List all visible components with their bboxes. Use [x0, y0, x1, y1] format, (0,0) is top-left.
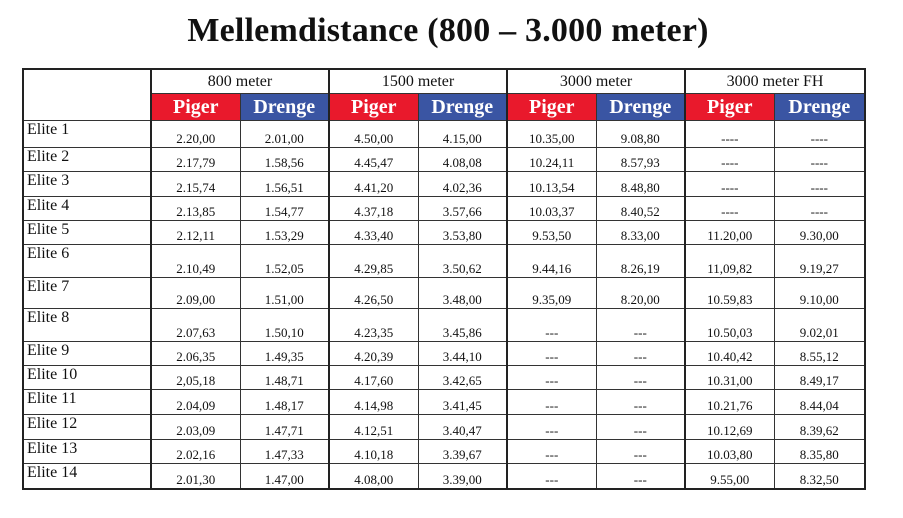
result-cell: 3.50,62 [418, 245, 507, 278]
gender-header-boys: Drenge [418, 94, 507, 121]
gender-header-girls: Piger [685, 94, 774, 121]
gender-header-boys: Drenge [596, 94, 685, 121]
result-cell: --- [507, 440, 596, 464]
table-row [23, 245, 865, 278]
result-cell: 2.01,00 [240, 121, 329, 148]
row-level-label: Elite 7 [23, 278, 151, 309]
result-cell: 8.39,62 [774, 415, 865, 440]
table-row [23, 366, 865, 390]
result-cell: 10.35,00 [507, 121, 596, 148]
result-cell: --- [507, 390, 596, 415]
result-cell: 8.44,04 [774, 390, 865, 415]
result-cell: 2.17,79 [151, 148, 240, 172]
result-cell: 4.12,51 [329, 415, 418, 440]
event-header-800m: 800 meter [151, 69, 329, 94]
result-cell: 9.30,00 [774, 221, 865, 245]
result-cell: --- [596, 440, 685, 464]
row-level-label: Elite 8 [23, 309, 151, 342]
result-cell: 1.56,51 [240, 172, 329, 197]
result-cell: 4.08,08 [418, 148, 507, 172]
table-row [23, 342, 865, 366]
result-cell: 3.53,80 [418, 221, 507, 245]
row-level-label: Elite 14 [23, 464, 151, 489]
result-cell: 8.40,52 [596, 197, 685, 221]
result-cell: 3.57,66 [418, 197, 507, 221]
result-cell: 8.35,80 [774, 440, 865, 464]
result-cell: --- [596, 415, 685, 440]
table-row [23, 309, 865, 342]
result-cell: 1.54,77 [240, 197, 329, 221]
result-cell: --- [596, 390, 685, 415]
result-cell: 9.10,00 [774, 278, 865, 309]
result-cell: 2.09,00 [151, 278, 240, 309]
result-cell: 4.02,36 [418, 172, 507, 197]
result-cell: 8.32,50 [774, 464, 865, 489]
result-cell: 4.29,85 [329, 245, 418, 278]
result-cell: 2.13,85 [151, 197, 240, 221]
results-body [23, 121, 865, 489]
corner-cell [23, 69, 151, 121]
result-cell: 10.31,00 [685, 366, 774, 390]
result-cell: 2.07,63 [151, 309, 240, 342]
result-cell: 3.45,86 [418, 309, 507, 342]
result-cell: --- [507, 366, 596, 390]
result-cell: 2.15,74 [151, 172, 240, 197]
result-cell: ---- [685, 148, 774, 172]
result-cell: 1.47,00 [240, 464, 329, 489]
result-cell: 4.26,50 [329, 278, 418, 309]
result-cell: 4.17,60 [329, 366, 418, 390]
result-cell: 1.48,17 [240, 390, 329, 415]
result-cell: 10.24,11 [507, 148, 596, 172]
row-level-label: Elite 3 [23, 172, 151, 197]
result-cell: --- [507, 309, 596, 342]
result-cell: 3.40,47 [418, 415, 507, 440]
result-cell: 10.13,54 [507, 172, 596, 197]
table-row [23, 121, 865, 148]
result-cell: 3.39,67 [418, 440, 507, 464]
gender-header-girls: Piger [507, 94, 596, 121]
gender-header-boys: Drenge [240, 94, 329, 121]
result-cell: 4.50,00 [329, 121, 418, 148]
result-cell: 10.40,42 [685, 342, 774, 366]
result-cell: 11,09,82 [685, 245, 774, 278]
row-level-label: Elite 5 [23, 221, 151, 245]
result-cell: 1.58,56 [240, 148, 329, 172]
result-cell: 10.03,37 [507, 197, 596, 221]
result-cell: 4.37,18 [329, 197, 418, 221]
table-row [23, 221, 865, 245]
result-cell: --- [596, 464, 685, 489]
result-cell: 4.14,98 [329, 390, 418, 415]
result-cell: 1.50,10 [240, 309, 329, 342]
result-cell: 1.48,71 [240, 366, 329, 390]
event-header-1500m: 1500 meter [329, 69, 507, 94]
result-cell: 9.08,80 [596, 121, 685, 148]
gender-header-girls: Piger [151, 94, 240, 121]
result-cell: 9.02,01 [774, 309, 865, 342]
result-cell: 4.15,00 [418, 121, 507, 148]
event-header-row [23, 69, 865, 94]
result-cell: 9.55,00 [685, 464, 774, 489]
result-cell: 10.21,76 [685, 390, 774, 415]
result-cell: 9.35,09 [507, 278, 596, 309]
result-cell: 1.47,33 [240, 440, 329, 464]
result-cell: 10.50,03 [685, 309, 774, 342]
results-table [22, 68, 866, 490]
table-row [23, 148, 865, 172]
result-cell: 9.19,27 [774, 245, 865, 278]
row-level-label: Elite 2 [23, 148, 151, 172]
result-cell: 9.44,16 [507, 245, 596, 278]
result-cell: 8.49,17 [774, 366, 865, 390]
table-row [23, 390, 865, 415]
result-cell: 4.08,00 [329, 464, 418, 489]
event-header-3000m: 3000 meter [507, 69, 685, 94]
result-cell: 3.44,10 [418, 342, 507, 366]
gender-header-boys: Drenge [774, 94, 865, 121]
result-cell: 2.12,11 [151, 221, 240, 245]
result-cell: 8.20,00 [596, 278, 685, 309]
row-level-label: Elite 13 [23, 440, 151, 464]
result-cell: 8.26,19 [596, 245, 685, 278]
result-cell: 4.41,20 [329, 172, 418, 197]
result-cell: ---- [774, 148, 865, 172]
result-cell: 2.02,16 [151, 440, 240, 464]
table-row [23, 464, 865, 489]
result-cell: ---- [685, 172, 774, 197]
table-row [23, 415, 865, 440]
row-level-label: Elite 6 [23, 245, 151, 278]
result-cell: 1.53,29 [240, 221, 329, 245]
result-cell: ---- [774, 121, 865, 148]
row-level-label: Elite 1 [23, 121, 151, 148]
result-cell: ---- [774, 197, 865, 221]
result-cell: 10.12,69 [685, 415, 774, 440]
row-level-label: Elite 10 [23, 366, 151, 390]
result-cell: 1.52,05 [240, 245, 329, 278]
result-cell: ---- [685, 121, 774, 148]
result-cell: 3.41,45 [418, 390, 507, 415]
result-cell: 2.10,49 [151, 245, 240, 278]
result-cell: --- [596, 366, 685, 390]
result-cell: 2.03,09 [151, 415, 240, 440]
result-cell: 1.49,35 [240, 342, 329, 366]
result-cell: ---- [774, 172, 865, 197]
result-cell: --- [596, 309, 685, 342]
result-cell: 3.39,00 [418, 464, 507, 489]
result-cell: 2.01,30 [151, 464, 240, 489]
row-level-label: Elite 4 [23, 197, 151, 221]
result-cell: 4.23,35 [329, 309, 418, 342]
table-row [23, 172, 865, 197]
page-title: Mellemdistance (800 – 3.000 meter) [187, 12, 709, 49]
gender-header-girls: Piger [329, 94, 418, 121]
result-cell: 2.06,35 [151, 342, 240, 366]
result-cell: 8.48,80 [596, 172, 685, 197]
result-cell: 1.51,00 [240, 278, 329, 309]
result-cell: --- [596, 342, 685, 366]
result-cell: ---- [685, 197, 774, 221]
table-row [23, 278, 865, 309]
result-cell: 3.48,00 [418, 278, 507, 309]
result-cell: 3.42,65 [418, 366, 507, 390]
result-cell: --- [507, 464, 596, 489]
event-header-3000m-fh: 3000 meter FH [685, 69, 865, 94]
result-cell: 11.20,00 [685, 221, 774, 245]
result-cell: 4.33,40 [329, 221, 418, 245]
result-cell: 4.10,18 [329, 440, 418, 464]
result-cell: 9.53,50 [507, 221, 596, 245]
result-cell: 8.33,00 [596, 221, 685, 245]
result-cell: 8.55,12 [774, 342, 865, 366]
result-cell: 8.57,93 [596, 148, 685, 172]
row-level-label: Elite 11 [23, 390, 151, 415]
row-level-label: Elite 12 [23, 415, 151, 440]
result-cell: --- [507, 342, 596, 366]
result-cell: 1.47,71 [240, 415, 329, 440]
row-level-label: Elite 9 [23, 342, 151, 366]
table-row [23, 197, 865, 221]
result-cell: 4.45,47 [329, 148, 418, 172]
result-cell: 10.59,83 [685, 278, 774, 309]
result-cell: 10.03,80 [685, 440, 774, 464]
result-cell: --- [507, 415, 596, 440]
result-cell: 2.04,09 [151, 390, 240, 415]
result-cell: 4.20,39 [329, 342, 418, 366]
result-cell: 2.20,00 [151, 121, 240, 148]
result-cell: 2,05,18 [151, 366, 240, 390]
table-row [23, 440, 865, 464]
